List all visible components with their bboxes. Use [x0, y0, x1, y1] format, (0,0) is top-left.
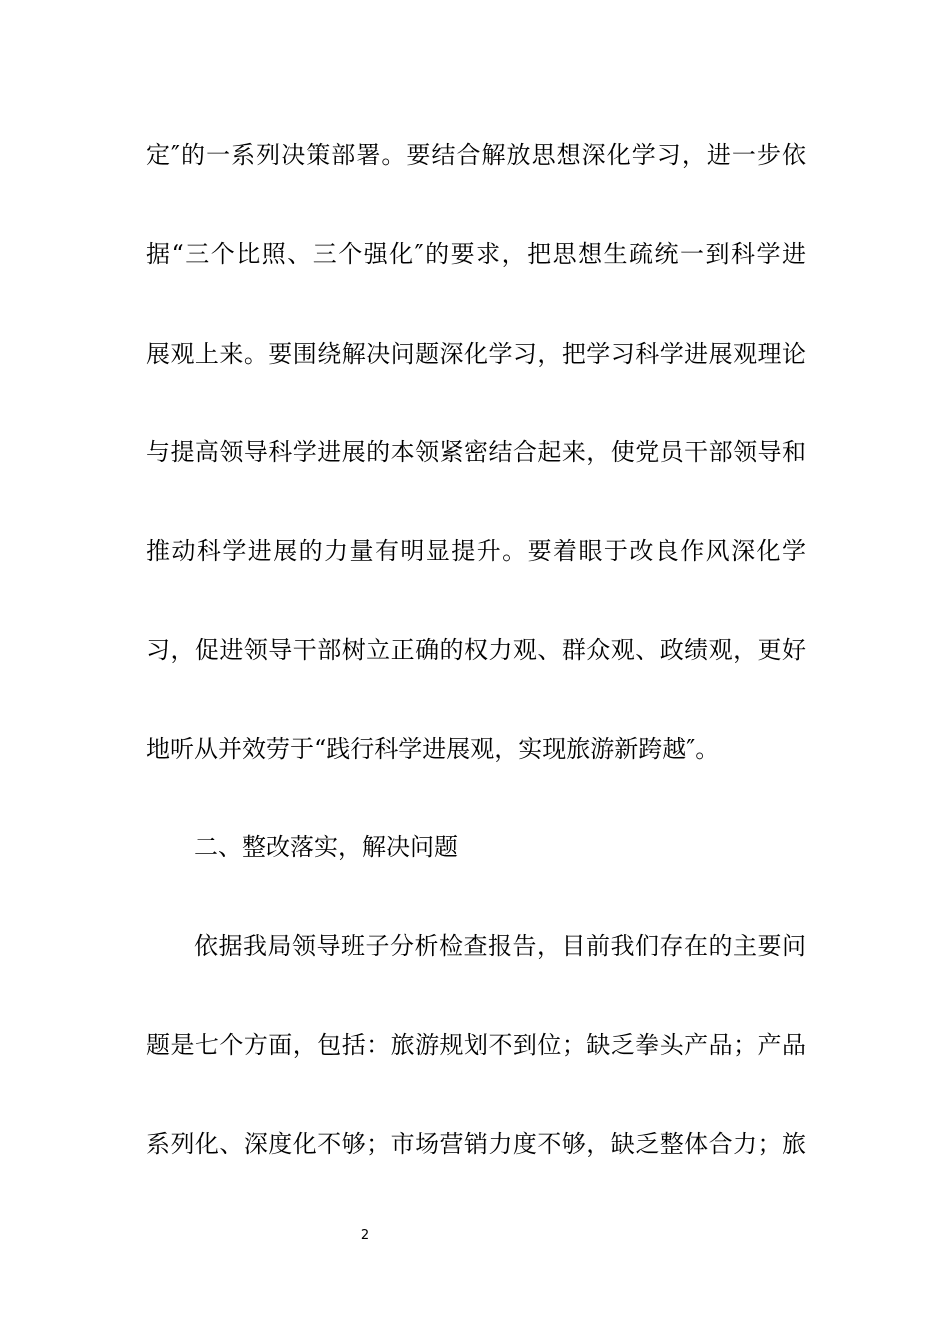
section-heading: 二、整改落实，解决问题: [194, 833, 458, 861]
paragraph-line: 依据我局领导班子分析检查报告，目前我们存在的主要问: [194, 932, 806, 960]
paragraph-line: 定″的一系列决策部署。要结合解放思想深化学习，进一步依: [146, 141, 806, 169]
paragraph-line: 展观上来。要围绕解决问题深化学习，把学习科学进展观理论: [146, 340, 806, 368]
paragraph-line: 与提高领导科学进展的本领紧密结合起来，使党员干部领导和: [146, 438, 806, 466]
page-number: 2: [360, 1228, 370, 1243]
paragraph-line: 推动科学进展的力量有明显提升。要着眼于改良作风深化学: [146, 537, 806, 565]
paragraph-line: 题是七个方面，包括：旅游规划不到位；缺乏拳头产品；产品: [146, 1031, 806, 1059]
paragraph-line: 地听从并效劳于“践行科学进展观，实现旅游新跨越″。: [146, 735, 720, 763]
paragraph-line: 习，促进领导干部树立正确的权力观、群众观、政绩观，更好: [146, 636, 806, 664]
paragraph-line: 据“三个比照、三个强化″的要求，把思想生疏统一到科学进: [146, 240, 806, 268]
paragraph-line: 系列化、深度化不够；市场营销力度不够，缺乏整体合力；旅: [146, 1130, 806, 1158]
